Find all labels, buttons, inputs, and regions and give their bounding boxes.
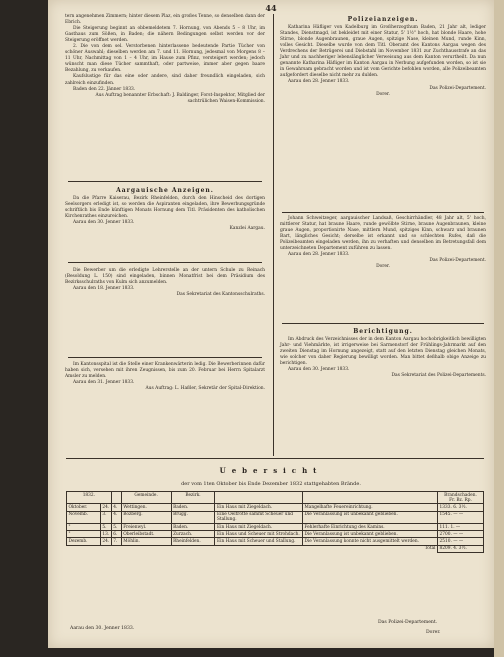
divider-left-2 bbox=[68, 262, 262, 263]
right-column bbox=[280, 14, 486, 98]
aargau-notices bbox=[65, 185, 265, 232]
spital-date: Aarau den 31. Jenner 1833. bbox=[73, 380, 135, 386]
total-label: Total bbox=[424, 546, 436, 552]
pfarre-notice: Da die Pfarre Kaiserau, Bezirk Rheinfelden, durch den Hinscheid des dortigen Seelsorgers erledigt ist, so werden die Aspiranten eingeladen, ihre Bewerbungsgründe schriftlich bis Ende künftigen Monats Hornung dem Titl. Präsidenten des katholischen Kirchenrathes einzureichen. bbox=[65, 196, 265, 220]
column-separator bbox=[273, 14, 274, 456]
dorer-signature-2: Dorer. bbox=[376, 264, 390, 270]
page-number: 44 bbox=[265, 3, 277, 13]
newspaper-page bbox=[48, 0, 494, 648]
intro-date: Baden den 22. Jänner 1833. bbox=[73, 86, 136, 92]
left-column bbox=[65, 14, 265, 105]
divider-right-2 bbox=[282, 323, 484, 324]
table-row: " 13. 6. Oberleibstadt. Zurzach. Ein Haus und Scheuer mit Strohdach. Die Veranlassung ist unbekannt geblieben. 2700. — — bbox=[67, 531, 484, 538]
berichtigung-heading: Berichtigung. bbox=[353, 328, 413, 335]
intro-paragraph-3: 2. Die von dem sel. Verstorbenen hinterlassene bedeutende Partie Tücher von schöner Auswahl; dieselben werden am 7. und 11. Hornung, jedesmal von Morgens 8 – 11 Uhr, Nachmittag von 1 – 4 Uhr, im Hause zum Pfinz, versteigert werden; jedoch wünscht man diese Tücher sammthaft, oder partweise, immer aber gegen baare Bezahlung, zu verkaufen. bbox=[65, 44, 265, 74]
schweitzeger-block bbox=[280, 216, 486, 270]
table-title: Uebersicht bbox=[219, 466, 323, 475]
lehrer-notice: Die Bewerber um die erledigte Lehrerstelle an der untern Schule zu Reinach (Besoldung L. 150) sind eingeladen, binnen Monatfrist bei dem Präsidium des Bezirksschulraths von Kulm sich anzumelden. bbox=[65, 268, 265, 286]
dorer-signature-1: Dorer. bbox=[376, 91, 390, 97]
haefliger-notice: Katharina Häfliger von Kadelburg im Großherzogthum Baden, 21 Jahr alt, lediger Standes, Dienstmagd, ist bekleidet mit einer Statur, 5' 1½" hoch, hat blonde Haare, hohe Stirne, blonde Augenbraunen, graue Augen, spitzige Nase, kleinen Mund, runde Kinn, volles Gesicht. Dieselbe wurde von dem Titl. Oberamt des Kantons Aargau wegen des Verdrechens der Betrügerei und Diebstahl im November 1831 zur Zuchthausstrafe an das Jahr und zu nachheriger lebenslänglicher Verweisung aus dem Kanton verurtheilt. Da nun genannte Katharina Häfliger im Kanton Aargau in Nerbung aufgefunden worden, so ist sie in Gewahrsam gebracht worden und ist vom Gerichte befohlen worden, alle Polizeibeamten aufgefordert dieselbe nicht mehr zu dulden. bbox=[280, 25, 486, 79]
intro-paragraph-2: Die Steigerung beginnt an obbemeldetem 7. Hornung, von Abends 5 – 8 Uhr, im Gasthaus zum Sößen, in Baden; die nähern Bedingungen selbst werden vor der Steigerung eröffnet werden. bbox=[65, 26, 265, 44]
table-row: Oktober. 24. 4. Wettingen. Baden. Ein Haus mit Ziegeldach. Mangelhafte Feuereinrichtung. 1333. 6. 3½. bbox=[67, 504, 484, 511]
schweitzeger-notice: Johann Schweitzeger, aargauischer Landsaß, Geschirrhändler, 48 Jahr alt, 5' hoch, mittlerer Statur, hat braune Haare, runde gewölbte Stirne, braune Augenbraunen, kleine graue Augen, proportionirte Nase, mittlern Mund, spitziges Kinn, schwarz und braunen Bart, längliches Gesicht; derselbe ist erkannt und so schlechten Rufes, daß die Polizeibeamten eingeladen werden, ihn zu verhaften und denselben im Betretungsfall dem unterzeichneten Departement zuführen zu lassen. bbox=[280, 216, 486, 252]
divider-left-1 bbox=[68, 181, 262, 182]
berichtigung-block bbox=[280, 326, 486, 379]
lehrer-date: Aarau den 18. Jenner 1833. bbox=[73, 286, 135, 292]
berichtigung-notice: Im Abdruck des Verzeichnisses der in dem Kanton Aargau hochobrigkeitlich bewilligten Jahr- und Viehmärkte, ist irrigerweise bei Sarmenstorf der Frühlings-Jahrmarkt auf den zweiten Dienstag im Hornung angezeigt, statt auf den letzten Dienstag gleichen Monats, wie solcher von daher Regierung bewilligt worden. Man bittet deßhalb obige Anzeige zu berichtigen. bbox=[280, 337, 486, 367]
spital-signature: Aus Auftrag: L. Haßler, Sekretär der Spital-Direktion. bbox=[145, 386, 265, 392]
haefliger-date: Aarau den 28. Jenner 1833. bbox=[288, 79, 350, 85]
footer-date: Aarau den 30. Jenner 1833. bbox=[70, 626, 135, 631]
header-year: 1832. bbox=[67, 492, 112, 504]
header-gemeinde: Gemeinde. bbox=[121, 492, 171, 504]
divider-right-1 bbox=[282, 212, 484, 213]
polizei-heading: Polizeianzeigen. bbox=[347, 16, 419, 23]
table-subtitle: der vom 1ten Oktober bis Ende Dezember 1832 stattgehabten Brände. bbox=[181, 481, 361, 487]
table-header-row bbox=[67, 492, 484, 504]
schweitzeger-date: Aarau den 28. Jenner 1833. bbox=[288, 252, 350, 258]
divider-left-3 bbox=[68, 357, 262, 358]
footer-signature-dorer: Dorer. bbox=[426, 630, 441, 635]
sekretariat-signature: Das Sekretariat des Polizei-Departements. bbox=[391, 373, 486, 379]
table-row: " 5. 5. Freienwyl. Baden. Ein Haus mit Ziegeldach. Fehlerhafte Einrichtung des Kamins. 111. 1. — bbox=[67, 524, 484, 531]
kanzlei-signature: Kanzlei Aargau. bbox=[229, 226, 265, 232]
header-bezirk: Bezirk. bbox=[171, 492, 215, 504]
table-row: Dezemb. 24. 7. Möhlin. Rheinfelden. Ein Haus mit Scheuer und Stallung. Die Veranlassung konnte nicht ausgemittelt werden. 2510. — — bbox=[67, 538, 484, 545]
total-amount: 8209. 4. 3½. bbox=[438, 545, 484, 552]
fire-overview-table bbox=[66, 491, 484, 553]
lehrer-notice-block bbox=[65, 268, 265, 298]
table-row: Novemb. 3. 4. Bözberg. Brugg. Eine Oeltrotte sammt Scheuer und Stallung. Die Veranlassung ist unbekannt geblieben. 1545. — — bbox=[67, 511, 484, 523]
spital-notice-block bbox=[65, 362, 265, 392]
spital-notice: Im Kantonsspital ist die Stelle einer Krankenwärterin ledig. Die Bewerberinnen dafür haben sich, versehen mit ihren Zeugnissen, bis zum 20. Februar bei Herrn Spitalarzt Amsler zu melden. bbox=[65, 362, 265, 380]
intro-paragraph-4: Kaufslustige für das eine oder andere, sind daher freundlich eingeladen, sich zahlreich einzufinden. bbox=[65, 74, 265, 86]
divider-full bbox=[66, 458, 484, 459]
polizei-signature-1: Das Polizei-Departement. bbox=[429, 85, 486, 91]
baldinger-signature: Aus Auftrag benannter Erbschaft: J. Baldinger, Forst-Inspektor, Mitglied der sachtrülichen Waisen-Kommission. bbox=[95, 92, 265, 104]
header-blank-2 bbox=[215, 492, 302, 504]
berichtigung-date: Aarau den 30. Jenner 1833. bbox=[288, 367, 350, 373]
schulrat-signature: Das Sekretariat des Kantonsschulraths. bbox=[176, 292, 265, 298]
header-blank-3 bbox=[302, 492, 437, 504]
header-brandschaden: Brandschaden. Fr. Bz. Rp. bbox=[438, 492, 484, 504]
polizei-signature-2: Das Polizei-Departement. bbox=[429, 258, 486, 264]
table-total-row bbox=[67, 545, 484, 552]
facing-page-edge bbox=[494, 0, 504, 657]
footer-signature-dept: Das Polizei-Departement. bbox=[378, 620, 438, 625]
aargau-heading: Aargauische Anzeigen. bbox=[116, 187, 214, 194]
intro-paragraph-1: tern angenehmen Zimmern; hinter diesem Plaz, ein großes Tenne, so denselben dann der Ebrich. bbox=[65, 14, 265, 26]
pfarre-date: Aarau den 30. Jenner 1833. bbox=[73, 220, 135, 226]
header-blank-1 bbox=[111, 492, 121, 504]
